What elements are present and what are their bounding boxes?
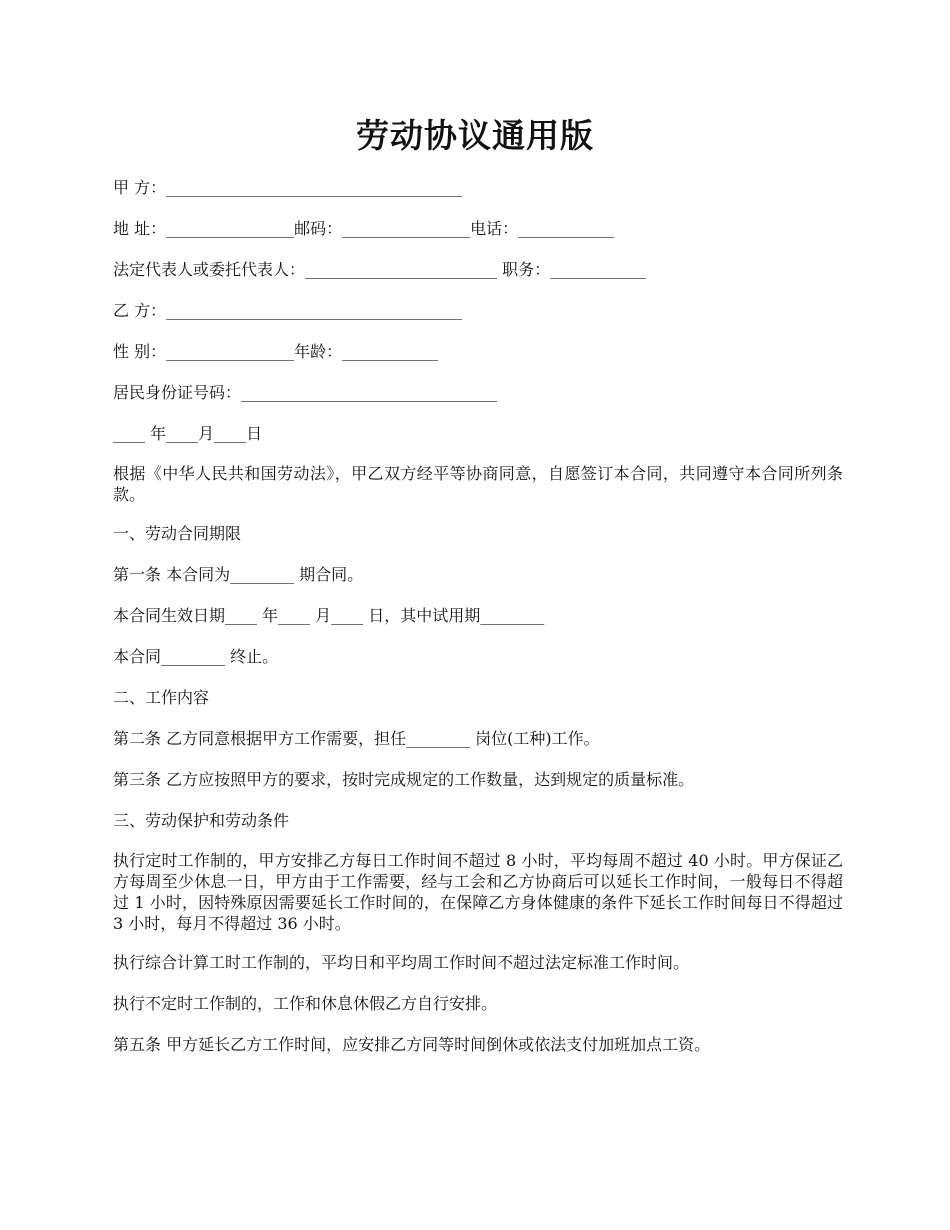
clause: 第三条 乙方应按照甲方的要求，按时完成规定的工作数量，达到规定的质量标准。: [113, 770, 695, 789]
clause: 第五条 甲方延长乙方工作时间，应安排乙方同等时间倒休或依法支付加班加点工资。: [113, 1035, 711, 1054]
clause: 本合同________ 终止。: [113, 647, 279, 666]
date-line: ____ 年____月____日: [113, 424, 263, 443]
id-number-line: 居民身份证号码：________________________________: [113, 383, 498, 402]
representative-line: 法定代表人或委托代表人：________________________ 职务：____________: [113, 260, 647, 279]
document-title: 劳动协议通用版: [356, 116, 594, 155]
clause: 本合同生效日期____ 年____ 月____ 日，其中试用期________: [113, 606, 545, 625]
address-line: 地 址：________________邮码：________________电话：____________: [113, 219, 615, 238]
section-heading: 三、劳动保护和劳动条件: [113, 811, 290, 830]
party-b-line: 乙 方：_____________________________________: [113, 301, 463, 320]
gender-age-line: 性 别：________________年龄：____________: [113, 342, 439, 361]
party-a-line: 甲 方：_____________________________________: [113, 178, 463, 197]
clause-paragraph: 执行定时工作制的，甲方安排乙方每日工作时间不超过 8 小时，平均每周不超过 40 小时。甲方保证乙方每周至少休息一日，甲方由于工作需要，经与工会和乙方协商后可以延长工作时间，一般每日不得超过 1 小时，因特殊原因需要延长工作时间的，在保障乙方身体健康的条件下延长工作时间每日不得超过 3 小时，每月不得超过 36 小时。: [113, 851, 843, 933]
section-heading: 二、工作内容: [113, 688, 210, 707]
document-body: [113, 176, 843, 1074]
preamble-paragraph: 根据《中华人民共和国劳动法》，甲乙双方经平等协商同意，自愿签订本合同，共同遵守本合同所列条款。: [113, 464, 843, 504]
clause: 执行不定时工作制的，工作和休息休假乙方自行安排。: [113, 994, 498, 1013]
clause: 第一条 本合同为________ 期合同。: [113, 565, 364, 584]
clause: 第二条 乙方同意根据甲方工作需要，担任________ 岗位(工种)工作。: [113, 729, 600, 748]
clause: 执行综合计算工时工作制的，平均日和平均周工作时间不超过法定标准工作时间。: [113, 953, 690, 972]
section-heading: 一、劳动合同期限: [113, 524, 242, 543]
